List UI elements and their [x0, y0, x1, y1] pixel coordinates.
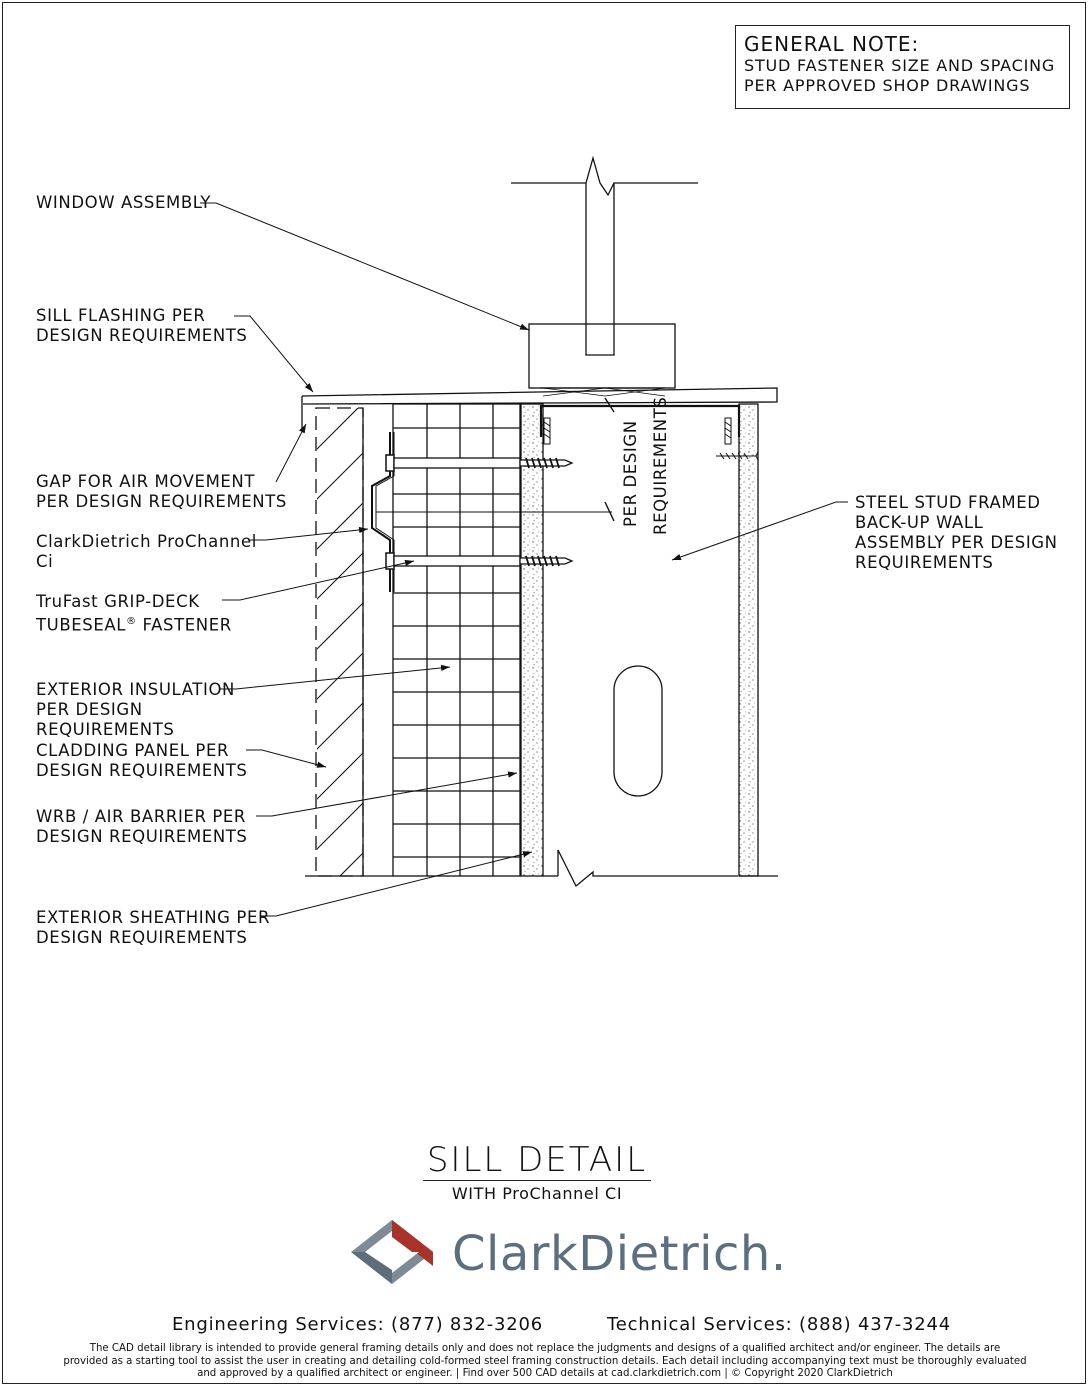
- cladding-panel: [305, 386, 393, 910]
- exterior-sheathing: [521, 404, 543, 876]
- callout-exterior-sheathing: EXTERIOR SHEATHING PER DESIGN REQUIREMENTS: [36, 908, 271, 947]
- general-note-line: STUD FASTENER SIZE AND SPACING: [744, 56, 1056, 75]
- window-frame: [511, 158, 698, 396]
- engineering-services: Engineering Services: (877) 832-3206: [172, 1314, 543, 1335]
- per-design-vertical-line-1: PER DESIGN: [621, 420, 640, 527]
- detail-title: SILL DETAIL: [0, 1140, 1074, 1180]
- clarkdietrich-brand: ClarkDietrich.: [452, 1226, 787, 1282]
- callout-gap-air-movement: GAP FOR AIR MOVEMENT PER DESIGN REQUIREMENTS: [36, 472, 287, 511]
- per-design-vertical-line-2: REQUIREMENTS: [651, 396, 670, 535]
- technical-services: Technical Services: (888) 437-3244: [607, 1314, 952, 1335]
- disclaimer: The CAD detail library is intended to provide general framing details only and does not replace the judgments and designs of a qualified architect and/or engineer. The details are provided as a starting tool to assist the user in creating and detailing cold-formed steel framing construction details. Each detail including accompanying text must be thoroughly evaluated and approved by a qualified architect or engineer. | Find over 500 CAD details at cad.clarkdietrich.com | © Copyright 2020 ClarkDietrich: [63, 1343, 1027, 1379]
- callout-cladding-panel: CLADDING PANEL PER DESIGN REQUIREMENTS: [36, 741, 248, 780]
- callout-prochannel: ClarkDietrich ProChannel Ci: [36, 532, 257, 571]
- detail-subtitle: WITH ProChannel CI: [451, 1184, 623, 1203]
- general-note-line: PER APPROVED SHOP DRAWINGS: [744, 76, 1031, 95]
- per-design-vertical-label: [621, 397, 670, 535]
- callout-steel-stud: STEEL STUD FRAMED BACK-UP WALL ASSEMBLY PER DESIGN REQUIREMENTS: [855, 493, 1058, 572]
- callout-trufast-fastener: TruFast GRIP-DECK TUBESEAL® FASTENER: [36, 592, 232, 635]
- general-note-box: [735, 25, 1070, 109]
- general-note-title: GENERAL NOTE:: [744, 32, 920, 56]
- callout-sill-flashing: SILL FLASHING PER DESIGN REQUIREMENTS: [36, 306, 248, 345]
- clarkdietrich-logo-icon: [351, 1220, 433, 1284]
- callout-window-assembly: WINDOW ASSEMBLY: [36, 193, 212, 212]
- callout-wrb-air-barrier: WRB / AIR BARRIER PER DESIGN REQUIREMENTS: [36, 807, 248, 846]
- trufast-fastener-top: [386, 455, 572, 471]
- callout-exterior-insulation: EXTERIOR INSULATION PER DESIGN REQUIREMENTS: [36, 680, 235, 739]
- exterior-insulation: [393, 404, 520, 876]
